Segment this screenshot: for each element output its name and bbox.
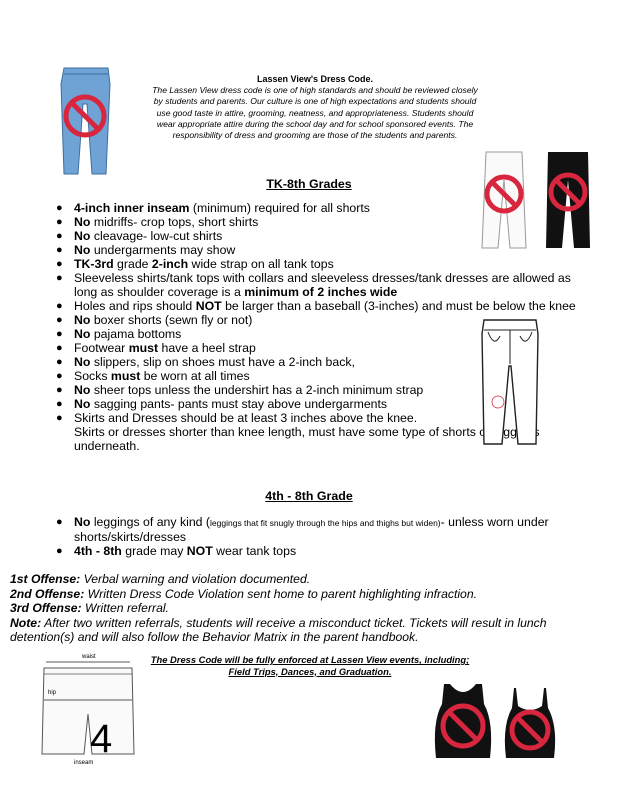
- waist-label: waist: [82, 654, 96, 660]
- rule-text: Skirts or dresses shorter than knee length, must have some type of shorts or leggings underneath.: [74, 425, 540, 453]
- shorts-measurement-diagram: [38, 650, 138, 775]
- rule-text: No: [74, 327, 91, 341]
- header-title: Lassen View's Dress Code.: [256, 74, 374, 84]
- dress-code-header: [150, 74, 480, 141]
- bullet-icon: ●: [56, 328, 63, 340]
- rule-item: [56, 515, 576, 544]
- ripped-jeans-prohibited-icon: [56, 64, 116, 181]
- bullet-icon: ●: [56, 516, 63, 528]
- rule-text: boxer shorts (sewn fly or not): [90, 313, 253, 327]
- rule-text: No: [74, 229, 91, 243]
- rule-text: wide strap on all tank tops: [188, 257, 334, 271]
- rule-text: have a heel strap: [158, 341, 256, 355]
- bullet-icon: ●: [56, 370, 63, 382]
- rule-item: [56, 299, 576, 313]
- rule-text: grade may: [121, 544, 187, 558]
- rule-item: [56, 229, 576, 243]
- rule-text: pajama bottoms: [90, 327, 182, 341]
- rule-text: No: [74, 383, 91, 397]
- rule-text: No: [74, 313, 91, 327]
- rule-text: Holes and rips should: [74, 299, 196, 313]
- bullet-icon: ●: [56, 300, 63, 312]
- rule-text: No: [74, 243, 91, 257]
- rule-text: Socks: [74, 369, 111, 383]
- rule-text: undergarments may show: [90, 243, 236, 257]
- hip-label: hip: [48, 690, 57, 696]
- grades-4-8-rules-list: [56, 515, 576, 558]
- bullet-icon: ●: [56, 202, 63, 214]
- rule-item: [56, 257, 576, 271]
- bullet-icon: ●: [56, 412, 63, 424]
- bullet-icon: ●: [56, 258, 63, 270]
- rule-text: No: [74, 397, 91, 411]
- rule-text: must: [128, 341, 159, 355]
- rule-text: sagging pants- pants must stay above undergarments: [90, 397, 388, 411]
- offense-label: 2nd Offense:: [10, 586, 85, 601]
- rule-text: - unless worn under shorts/skirts/dresses: [74, 515, 549, 544]
- offense-line: [10, 587, 608, 602]
- rule-text: cleavage- low-cut shirts: [90, 229, 223, 243]
- bullet-icon: ●: [56, 216, 63, 228]
- rule-text: leggings that fit snugly through the hips and thighs but widen): [210, 518, 441, 528]
- rule-text: grade: [113, 257, 152, 271]
- rule-text: Skirts and Dresses should be at least 3 inches above the knee.: [74, 411, 418, 425]
- section-tk-8th-title: TK-8th Grades: [266, 177, 352, 191]
- inseam-label: inseam: [74, 760, 94, 766]
- rule-text: No: [74, 515, 91, 529]
- bullet-icon: ●: [56, 314, 63, 326]
- pants-outline-icon: [478, 318, 542, 451]
- rule-text: wear tank tops: [212, 544, 297, 558]
- rule-text: (minimum) required for all shorts: [189, 201, 370, 215]
- offense-text: Written referral.: [81, 601, 169, 616]
- enforcement-line-1: The Dress Code will be fully enforced at Lassen View events, including;: [150, 654, 470, 665]
- bullet-icon: ●: [56, 244, 63, 256]
- offense-label: 1st Offense:: [10, 572, 81, 586]
- rule-text: be larger than a baseball (3-inches) and must be below the knee: [221, 299, 576, 313]
- rule-item: [56, 215, 576, 229]
- header-body: The Lassen View dress code is one of high standards and should be reviewed closely by students and parents. Our culture is one of high expectations and students should use good taste in attire, grooming, neatness, and appropriateness. Students should wear appropriate attire during the school day and for school sponsored events. The responsibility of dress and grooming are those of the students and parents.: [152, 85, 478, 141]
- section-4th-8th-title: 4th - 8th Grade: [265, 489, 353, 503]
- offenses-block: [10, 572, 608, 645]
- rule-text: be worn at all times: [140, 369, 250, 383]
- rule-text: minimum of 2 inches wide: [244, 285, 398, 299]
- offense-label: 3rd Offense:: [10, 601, 82, 616]
- rule-text: No: [74, 355, 91, 369]
- bullet-icon: ●: [56, 384, 63, 396]
- camisole-prohibited-icon: [500, 686, 560, 765]
- bullet-icon: ●: [56, 356, 63, 368]
- bullet-icon: ●: [56, 545, 63, 557]
- bullet-icon: ●: [56, 230, 63, 242]
- rule-text: 4th - 8th: [74, 544, 122, 558]
- rule-text: Sleeveless shirts/tank tops with collars and sleeveless dresses/tank dresses are allowed as long as shoulder coverage is a: [74, 271, 571, 299]
- rule-text: 2-inch: [151, 257, 189, 271]
- rule-text: No: [74, 215, 91, 229]
- offense-line: [10, 616, 608, 645]
- rule-text: midriffs- crop tops, short shirts: [90, 215, 259, 229]
- bullet-icon: ●: [56, 272, 63, 284]
- rule-text: leggings of any kind (: [90, 515, 211, 529]
- rule-text: NOT: [195, 299, 222, 313]
- tank-top-prohibited-icon: [428, 682, 498, 765]
- rule-text: TK-3rd: [74, 257, 114, 271]
- offense-line: [10, 601, 608, 616]
- enforcement-line-2: Field Trips, Dances, and Graduation.: [228, 665, 392, 677]
- rule-item: [56, 243, 576, 257]
- rule-text: 4-inch inner inseam: [74, 201, 190, 215]
- rule-text: must: [110, 369, 141, 383]
- rule-item: [56, 201, 576, 215]
- offense-text: Verbal warning and violation documented.: [80, 572, 311, 586]
- rule-text: sheer tops unless the undershirt has a 2-inch minimum strap: [90, 383, 424, 397]
- enforcement-note: [132, 654, 488, 677]
- offense-text: After two written referrals, students will receive a misconduct ticket. Tickets will result in lunch detention(s) and will also follow the Behavior Matrix in the parent handbook.: [10, 615, 547, 645]
- bullet-icon: ●: [56, 342, 63, 354]
- offense-text: Written Dress Code Violation sent home to parent highlighting infraction.: [84, 586, 477, 601]
- offense-line: [10, 572, 608, 587]
- bullet-icon: ●: [56, 398, 63, 410]
- rule-item: [56, 271, 576, 299]
- rule-text: slippers, slip on shoes must have a 2-inch back,: [90, 355, 355, 369]
- offense-label: Note:: [10, 615, 42, 630]
- rule-text: NOT: [186, 544, 213, 558]
- rule-text: Footwear: [74, 341, 129, 355]
- rule-item: [56, 544, 576, 558]
- inseam-number: 4: [90, 717, 113, 761]
